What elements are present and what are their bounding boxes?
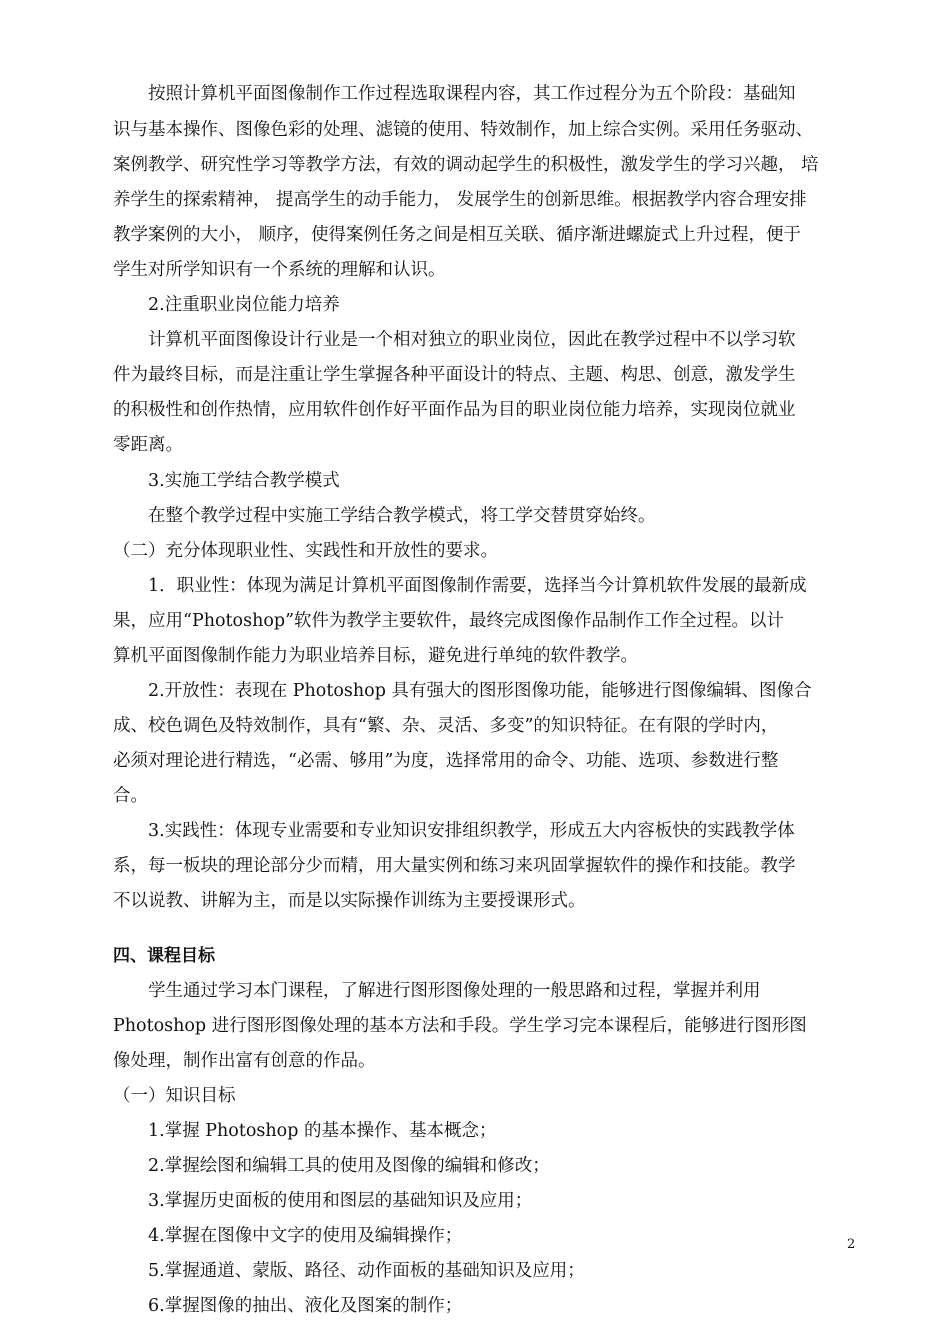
knowledge-goals-title: （一）知识目标 xyxy=(113,1086,236,1106)
knowledge-goal-item: 2.掌握绘图和编辑工具的使用及图像的编辑和修改； xyxy=(148,1156,550,1176)
intro-line-3: 案例教学、研究性学习等教学方法，有效的调动起学生的积极性，激发学生的学习兴趣， 培 xyxy=(113,155,819,175)
intro-line-1: 按照计算机平面图像制作工作过程选取课程内容，其工作过程分为五个阶段：基础知 xyxy=(148,84,796,104)
item3-line-1: 在整个教学过程中实施工学结合教学模式，将工学交替贯穿始终。 xyxy=(148,506,656,526)
part2-p3-line-3: 不以说教、讲解为主，而是以实际操作训练为主要授课形式。 xyxy=(113,891,586,911)
item2-title: 2.注重职业岗位能力培养 xyxy=(148,295,340,315)
part2-p2-line-4: 合。 xyxy=(113,786,148,806)
part2-p1-line-2: 果，应用“Photoshop”软件为教学主要软件，最终完成图像作品制作工作全过程。以计 xyxy=(113,611,785,631)
part2-p3-line-2: 系，每一板块的理论部分少而精，用大量实例和练习来巩固掌握软件的操作和技能。教学 xyxy=(113,856,796,876)
knowledge-goal-item: 3.掌握历史面板的使用和图层的基础知识及应用； xyxy=(148,1191,533,1211)
section4-intro-line-3: 像处理，制作出富有创意的作品。 xyxy=(113,1051,376,1071)
part2-p2-line-2: 成、校色调色及特效制作，具有“繁、杂、灵活、多变”的知识特征。在有限的学时内， xyxy=(113,716,779,736)
knowledge-goal-item: 6.掌握图像的抽出、液化及图案的制作； xyxy=(148,1296,463,1316)
knowledge-goal-item: 1.掌握 Photoshop 的基本操作、基本概念； xyxy=(148,1121,497,1141)
item2-line-1: 计算机平面图像设计行业是一个相对独立的职业岗位，因此在教学过程中不以学习软 xyxy=(148,330,796,350)
item2-line-4: 零距离。 xyxy=(113,435,183,455)
knowledge-goal-item: 4.掌握在图像中文字的使用及编辑操作； xyxy=(148,1226,463,1246)
item2-line-3: 的积极性和创作热情，应用软件创作好平面作品为目的职业岗位能力培养，实现岗位就业 xyxy=(113,400,796,420)
part2-p2-line-1: 2.开放性：表现在 Photoshop 具有强大的图形图像功能，能够进行图像编辑、图像合 xyxy=(148,681,812,701)
intro-line-2: 识与基本操作、图像色彩的处理、滤镜的使用、特效制作，加上综合实例。采用任务驱动、 xyxy=(113,120,813,140)
item3-title: 3.实施工学结合教学模式 xyxy=(148,471,340,491)
section4-intro-line-2: Photoshop 进行图形图像处理的基本方法和手段。学生学习完本课程后，能够进行图形图 xyxy=(113,1016,807,1036)
section4-intro-line-1: 学生通过学习本门课程，了解进行图形图像处理的一般思路和过程，掌握并利用 xyxy=(148,981,761,1001)
section4-heading: 四、课程目标 xyxy=(113,946,215,966)
part2-p1-line-3: 算机平面图像制作能力为职业培养目标，避免进行单纯的软件教学。 xyxy=(113,646,638,666)
knowledge-goal-item: 5.掌握通道、蒙版、路径、动作面板的基础知识及应用； xyxy=(148,1261,585,1281)
page-number: 2 xyxy=(847,1237,856,1252)
part2-p3-line-1: 3.实践性：体现专业需要和专业知识安排组织教学，形成五大内容板快的实践教学体 xyxy=(148,821,795,841)
intro-line-6: 学生对所学知识有一个系统的理解和认识。 xyxy=(113,260,446,280)
part2-p1-line-1: 1．职业性：体现为满足计算机平面图像制作需要，选择当今计算机软件发展的最新成 xyxy=(148,576,807,596)
item2-line-2: 件为最终目标，而是注重让学生掌握各种平面设计的特点、主题、构思、创意，激发学生 xyxy=(113,365,796,385)
part2-p2-line-3: 必须对理论进行精选，“必需、够用”为度，选择常用的命令、功能、选项、参数进行整 xyxy=(113,751,779,771)
intro-line-5: 教学案例的大小， 顺序，使得案例任务之间是相互关联、循序渐进螺旋式上升过程，便于 xyxy=(113,225,802,245)
intro-line-4: 养学生的探索精神， 提高学生的动手能力， 发展学生的创新思维。根据教学内容合理安排 xyxy=(113,190,807,210)
part2-title: （二）充分体现职业性、实践性和开放性的要求。 xyxy=(113,541,498,561)
